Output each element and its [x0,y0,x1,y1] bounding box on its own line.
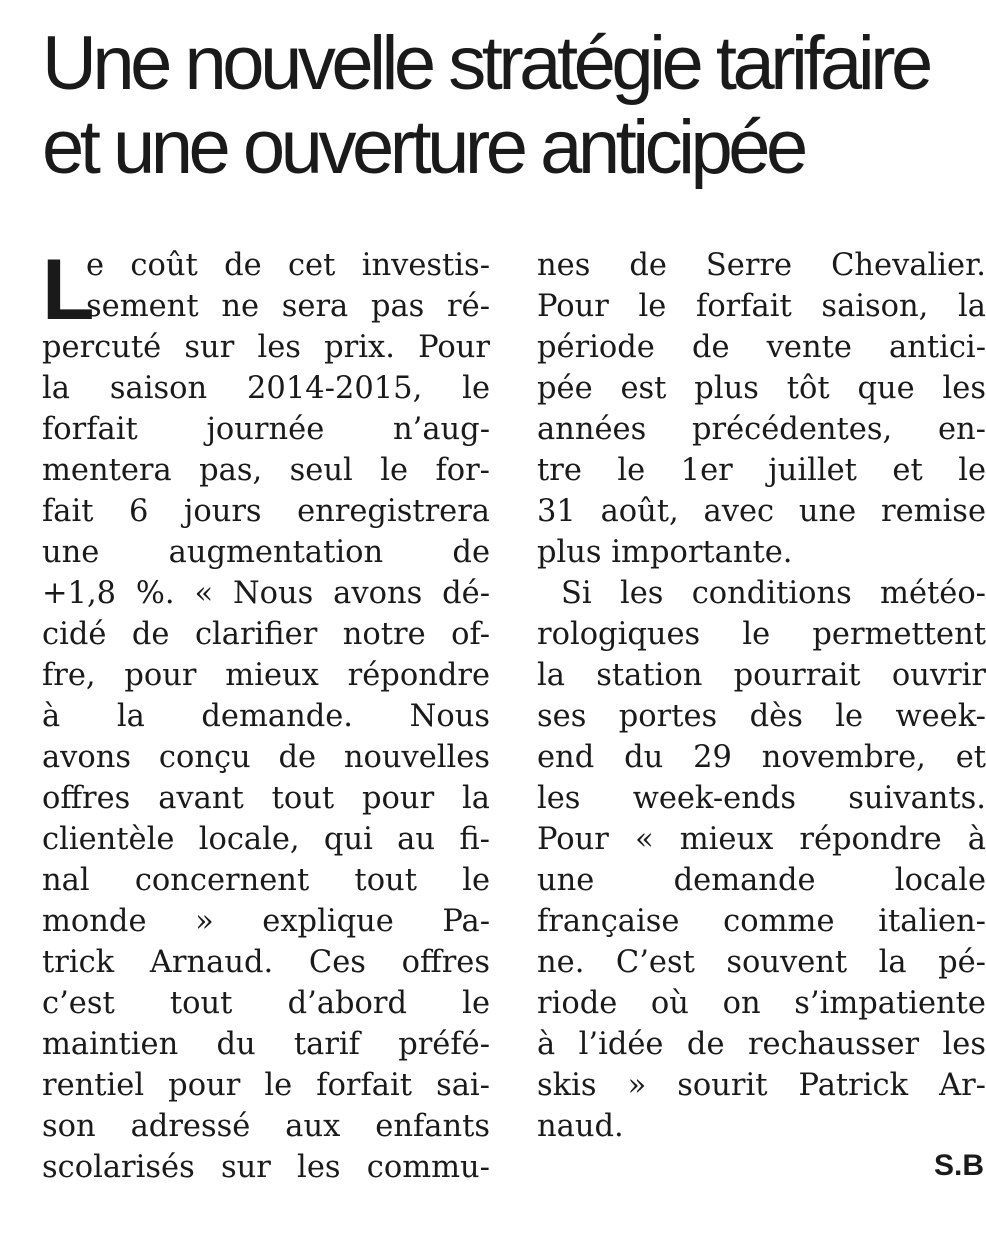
headline-line-1: Une nouvelle stratégie tarifaire [42,21,929,106]
text-line: nal concernent tout le [42,863,490,898]
text-line: mentera pas, seul le for- [42,453,490,488]
text-line: clientèle locale, qui au fi- [42,822,490,857]
text-line: fre, pour mieux répondre [42,658,490,693]
text-line: période de vente antici- [537,330,986,365]
text-line: e coût de cet investis- [86,248,490,283]
text-line: rentiel pour le forfait sai- [42,1068,490,1103]
text-line: cidé de clarifier notre of- [42,617,490,652]
author-signature: S.B [933,1149,984,1182]
text-line: la station pourrait ouvrir [537,658,986,693]
text-line: les week-ends suivants. [537,781,986,816]
text-line: une demande locale [537,863,986,898]
text-line: Pour « mieux répondre à [537,822,986,857]
text-line: pée est plus tôt que les [537,371,986,406]
headline-line-2: et une ouverture anticipée [42,105,804,190]
text-line: skis » sourit Patrick Ar- [537,1068,986,1103]
article-headline [42,22,986,190]
text-line: riode où on s’impatiente [537,986,986,1021]
text-line: à la demande. Nous [42,699,490,734]
text-line: tre le 1er juillet et le [537,453,986,488]
text-line: trick Arnaud. Ces offres [42,945,490,980]
drop-cap: L [42,242,95,338]
text-line: fait 6 jours enregistrera [42,494,490,529]
text-line: percuté sur les prix. Pour [42,330,490,365]
text-line: ne. C’est souvent la pé- [537,945,986,980]
text-line: Si les conditions météo- [561,576,986,611]
text-line: +1,8 %. « Nous avons dé- [42,576,490,611]
text-line: scolarisés sur les commu- [42,1150,490,1185]
text-line: rologiques le permettent [537,617,986,652]
text-line: monde » explique Pa- [42,904,490,939]
text-line: plus importante. [537,535,793,570]
text-line: sement ne sera pas ré- [86,289,490,324]
article-column-left [42,242,490,1188]
text-line: française comme italien- [537,904,986,939]
text-line: la saison 2014-2015, le [42,371,490,406]
text-line: offres avant tout pour la [42,781,490,816]
text-line: années précédentes, en- [537,412,986,447]
text-line: une augmentation de [42,535,490,570]
article-column-right [537,245,986,1147]
text-line: 31 août, avec une remise [537,494,986,529]
text-line: end du 29 novembre, et [537,740,986,775]
text-line: avons conçu de nouvelles [42,740,490,775]
text-line: forfait journée n’aug- [42,412,490,447]
text-line: ses portes dès le week- [537,699,986,734]
text-line: maintien du tarif préfé- [42,1027,490,1062]
text-line: c’est tout d’abord le [42,986,490,1021]
text-line: son adressé aux enfants [42,1109,490,1144]
text-line: à l’idée de rechausser les [537,1027,986,1062]
text-line: nes de Serre Chevalier. [537,248,986,283]
text-line: naud. [537,1109,624,1144]
text-line: Pour le forfait saison, la [537,289,986,324]
